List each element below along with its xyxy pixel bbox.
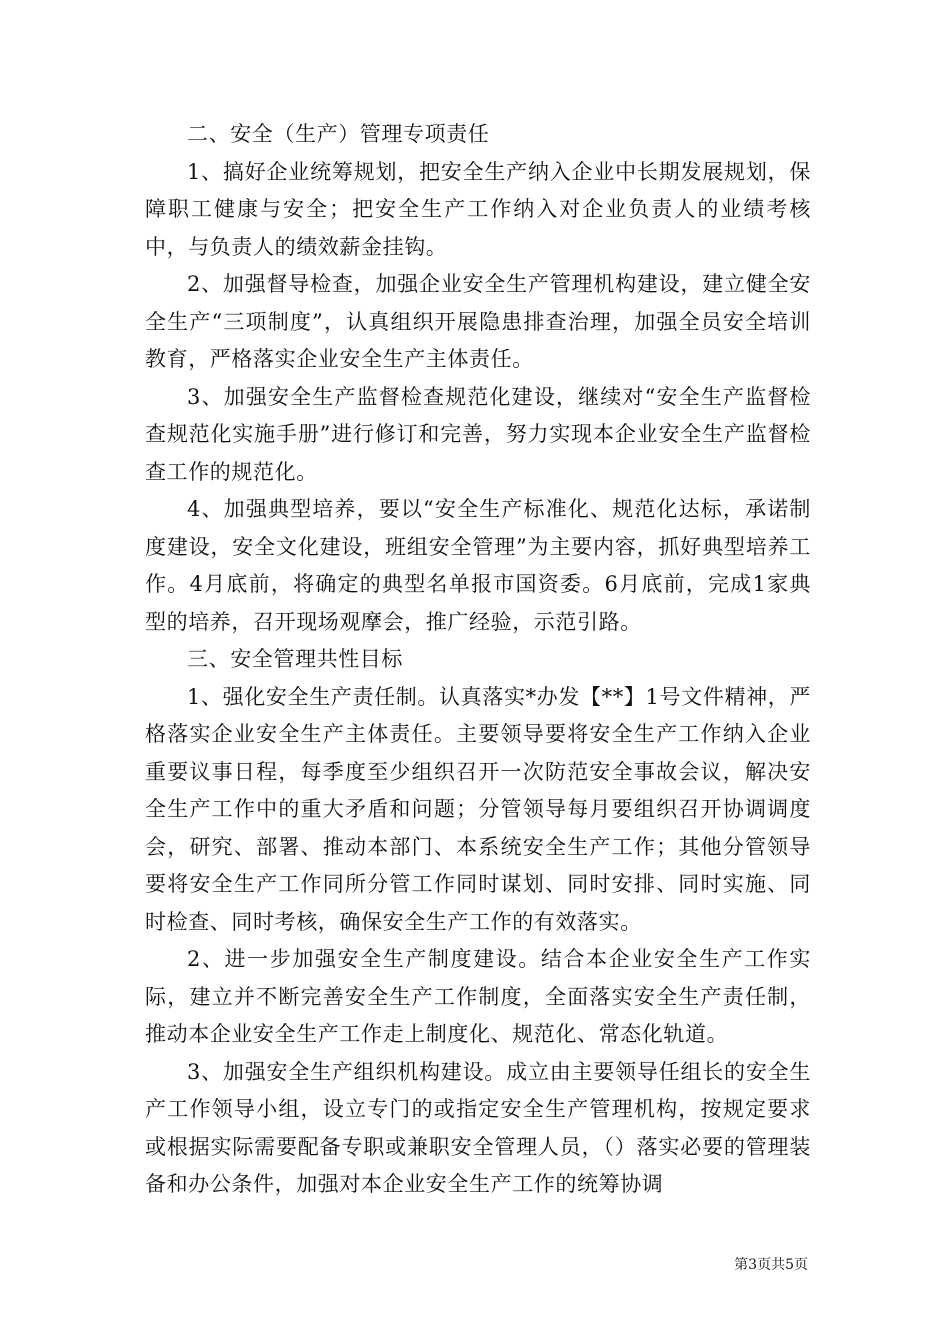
page-number-footer: 第3页共5页	[734, 1257, 808, 1273]
paragraph-2-2: 2、加强督导检查，加强企业安全生产管理机构建设，建立健全安全生产“三项制度”，认真组织开展隐患排查治理，加强全员安全培训教育，严格落实企业安全生产主体责任。	[145, 272, 811, 371]
paragraph-2-1: 1、搞好企业统筹规划，把安全生产纳入企业中长期发展规划，保障职工健康与安全；把安全生产工作纳入对企业负责人的业绩考核中，与负责人的绩效薪金挂钩。	[145, 159, 811, 259]
section-heading-3: 三、安全管理共性目标	[187, 647, 403, 671]
paragraph-3-1: 1、强化安全生产责任制。认真落实*办发【**】1号文件精神，严格落实企业安全生产主体责任。主要领导要将安全生产工作纳入企业重要议事日程，每季度至少组织召开一次防范安全事故会议，解决安全生产工作中的重大矛盾和问题；分管领导每月要组织召开协调调度会，研究、部署、推动本部门、本系统安全生产工作；其他分管领导要将安全生产工作同所分管工作同时谋划、同时安排、同时实施、同时检查、同时考核，确保安全生产工作的有效落实。	[145, 684, 811, 934]
paragraph-3-3: 3、加强安全生产组织机构建设。成立由主要领导任组长的安全生产工作领导小组，设立专门的或指定安全生产管理机构，按规定要求或根据实际需要配备专职或兼职安全管理人员，（）落实必要的管理装备和办公条件，加强对本企业安全生产工作的统筹协调	[145, 1059, 811, 1196]
section-heading-2: 二、安全（生产）管理专项责任	[187, 122, 490, 146]
document-body	[145, 116, 811, 1204]
paragraph-2-4: 4、加强典型培养，要以“安全生产标准化、规范化达标，承诺制度建设，安全文化建设，班组安全管理”为主要内容，抓好典型培养工作。4月底前，将确定的典型名单报市国资委。6月底前，完成1家典型的培养，召开现场观摩会，推广经验，示范引路。	[145, 497, 811, 634]
paragraph-2-3: 3、加强安全生产监督检查规范化建设，继续对“安全生产监督检查规范化实施手册”进行修订和完善，努力实现本企业安全生产监督检查工作的规范化。	[145, 384, 811, 484]
paragraph-3-2: 2、进一步加强安全生产制度建设。结合本企业安全生产工作实际，建立并不断完善安全生产工作制度，全面落实安全生产责任制，推动本企业安全生产工作走上制度化、规范化、常态化轨道。	[145, 947, 811, 1046]
